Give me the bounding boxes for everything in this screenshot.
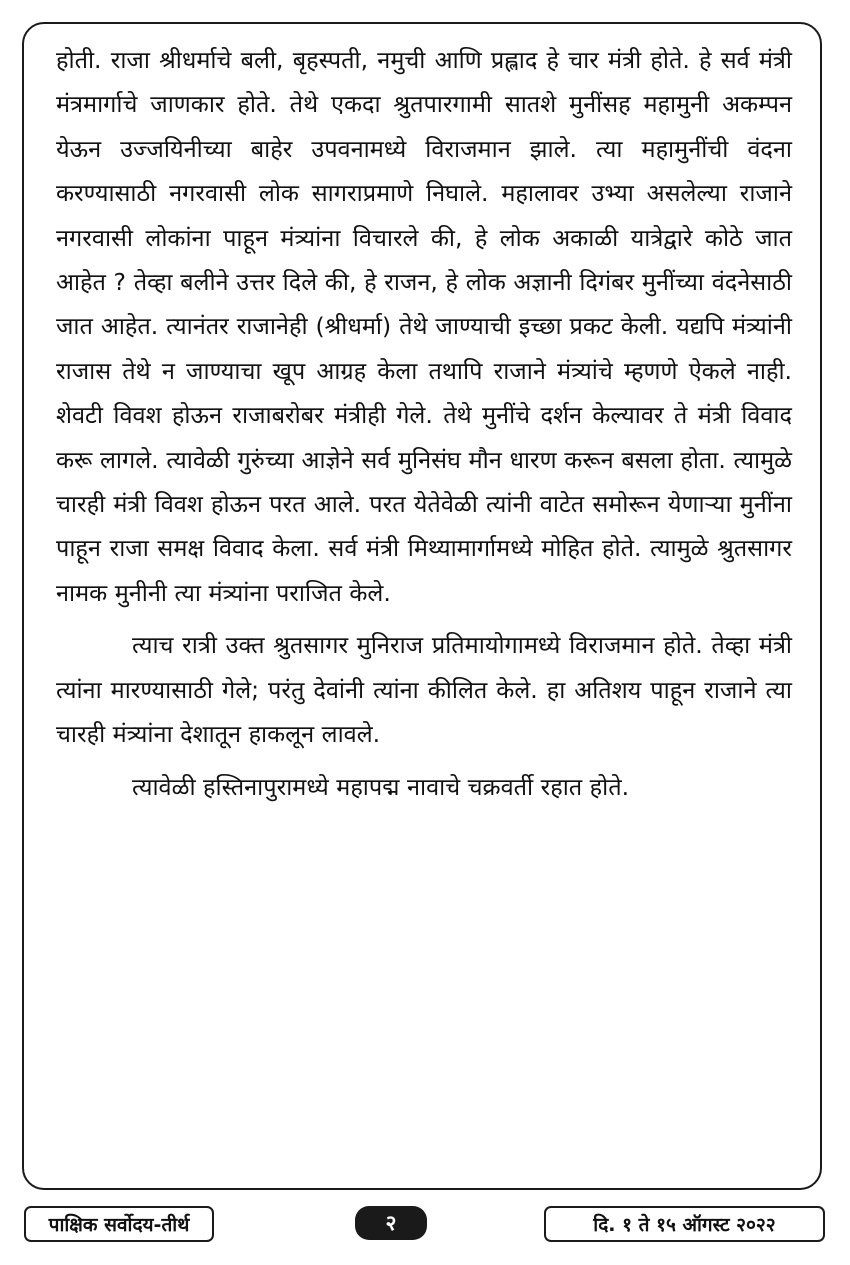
body-text <box>56 38 792 809</box>
page-number-badge: २ <box>355 1206 427 1240</box>
paragraph-1: होती. राजा श्रीधर्माचे बली, बृहस्पती, नमुची आणि प्रह्लाद हे चार मंत्री होते. हे सर्व मंत्री मंत्रमार्गाचे जाणकार होते. तेथे एकदा श्रुतपारगामी सातशे मुनींसह महामुनी अकम्पन येऊन उज्जयिनीच्या बाहेर उपवनामध्ये विराजमान झाले. त्या महामुनींची वंदना करण्यासाठी नगरवासी लोक सागराप्रमाणे निघाले. महालावर उभ्या असलेल्या राजाने नगरवासी लोकांना पाहून मंत्र्यांना विचारले की, हे लोक अकाळी यात्रेद्वारे कोठे जात आहेत ? तेव्हा बलीने उत्तर दिले की, हे राजन, हे लोक अज्ञानी दिगंबर मुनींच्या वंदनेसाठी जात आहेत. त्यानंतर राजानेही (श्रीधर्मा) तेथे जाण्याची इच्छा प्रकट केली. यद्यपि मंत्र्यांनी राजास तेथे न जाण्याचा खूप आग्रह केला तथापि राजाने मंत्र्यांचे म्हणणे ऐकले नाही. शेवटी विवश होऊन राजाबरोबर मंत्रीही गेले. तेथे मुनींचे दर्शन केल्यावर ते मंत्री विवाद करू लागले. त्यावेळी गुरुंच्या आज्ञेने सर्व मुनिसंघ मौन धारण करून बसला होता. त्यामुळे चारही मंत्री विवश होऊन परत आले. परत येतेवेळी त्यांनी वाटेत समोरून येणाऱ्या मुनींना पाहून राजा समक्ष विवाद केला. सर्व मंत्री मिथ्यामार्गामध्ये मोहित होते. त्यामुळे श्रुतसागर नामक मुनीनी त्या मंत्र्यांना पराजित केले. <box>56 46 792 607</box>
paragraph-3: त्यावेळी हस्तिनापुरामध्ये महापद्म नावाचे चक्रवर्ती रहात होते. <box>132 772 630 801</box>
publication-name-box: पाक्षिक सर्वोदय-तीर्थ <box>24 1206 214 1242</box>
issue-date-box: दि. १ ते १५ ऑगस्ट २०२२ <box>544 1206 825 1242</box>
paragraph-2: त्याच रात्री उक्त श्रुतसागर मुनिराज प्रतिमायोगामध्ये विराजमान होते. तेव्हा मंत्री त्यांना मारण्यासाठी गेले; परंतु देवांनी त्यांना कीलित केले. हा अतिशय पाहून राजाने त्या चारही मंत्र्यांना देशातून हाकलून लावले. <box>56 631 792 749</box>
